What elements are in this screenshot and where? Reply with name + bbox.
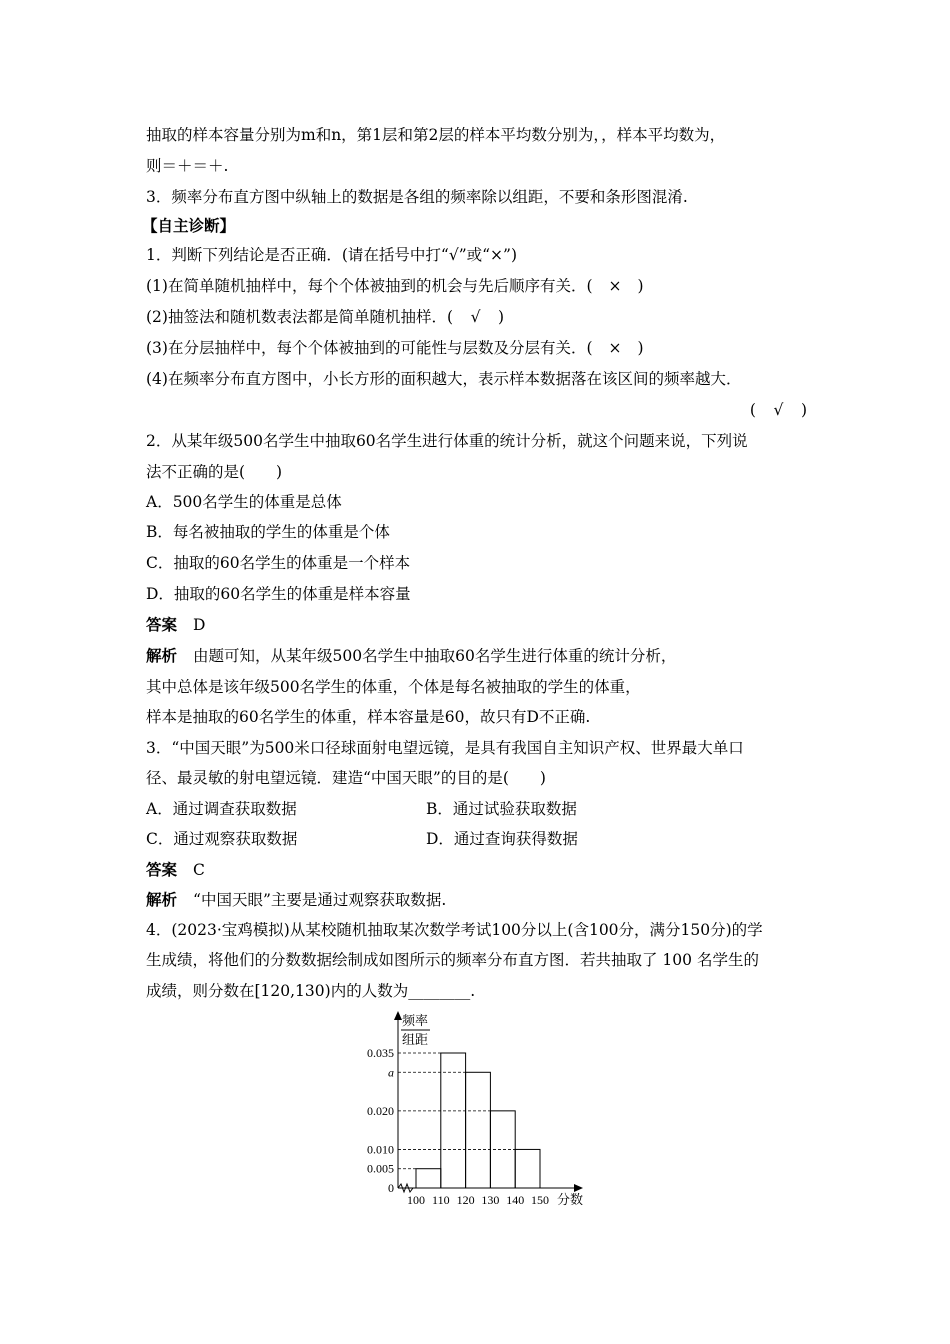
y-tick-label: 0	[388, 1181, 394, 1195]
q1-item-1-mark: ×	[608, 277, 622, 295]
frequency-histogram	[348, 1008, 598, 1208]
q1-item-2-mark: √	[470, 308, 481, 326]
q3-option-d: D．通过查询获得数据	[426, 830, 578, 848]
q2-option-a: A．500名学生的体重是总体	[146, 493, 342, 511]
x-tick-label: 140	[506, 1193, 525, 1207]
histogram-bars	[416, 1053, 540, 1188]
q4-stem-line-3: 成绩，则分数在[120,130)内的人数为________.	[146, 982, 476, 1000]
q1-item-3: (3)在分层抽样中，每个个体被抽到的可能性与层数及分层有关．( × )	[146, 339, 644, 357]
q1-item-1: (1)在简单随机抽样中，每个个体被抽到的机会与先后顺序有关．( × )	[146, 277, 644, 295]
q3-analysis-label: 解析	[146, 890, 178, 909]
q1-item-3-text: (3)在分层抽样中，每个个体被抽到的可能性与层数及分层有关．	[146, 339, 587, 357]
histogram-bar	[441, 1053, 466, 1188]
q2-analysis-line-3: 样本是抽取的60名学生的体重，样本容量是60，故只有D不正确.	[146, 708, 591, 726]
q3-stem-line-1: 3．“中国天眼”为500米口径球面射电望远镜，是具有我国自主知识产权、世界最大单口	[146, 739, 744, 757]
intro-line-2: 则＝＋＝＋.	[146, 157, 229, 175]
q1-item-3-mark: ×	[608, 339, 622, 357]
y-tick-label: 0.035	[367, 1046, 394, 1060]
q3-answer-label: 答案	[146, 860, 178, 879]
q2-option-d: D．抽取的60名学生的体重是样本容量	[146, 585, 411, 603]
intro-line-1: 抽取的样本容量分别为m和n，第1层和第2层的样本平均数分别为，，样本平均数为，	[146, 126, 726, 144]
q3-option-a: A．通过调查获取数据	[146, 800, 297, 818]
q2-stem-line-2: 法不正确的是( )	[146, 463, 283, 481]
q3-option-c: C．通过观察获取数据	[146, 830, 298, 848]
x-axis-label: 分数	[556, 1192, 584, 1207]
section-title: 【自主诊断】	[142, 216, 236, 235]
y-tick-label: a	[388, 1065, 394, 1080]
q2-option-c: C．抽取的60名学生的体重是一个样本	[146, 554, 411, 572]
y-tick-label: 0.020	[367, 1103, 394, 1118]
q2-analysis-label: 解析	[146, 646, 178, 665]
histogram-bar	[416, 1169, 441, 1188]
y-axis-arrow	[394, 1011, 402, 1020]
x-axis-arrow	[574, 1184, 583, 1192]
q2-stem-line-1: 2．从某年级500名学生中抽取60名学生进行体重的统计分析，就这个问题来说，下列说	[146, 432, 748, 450]
x-tick-label: 120	[456, 1193, 475, 1207]
x-tick-label: 130	[481, 1193, 500, 1207]
q2-answer	[146, 615, 205, 635]
q3-stem-line-2: 径、最灵敏的射电望远镜．建造“中国天眼”的目的是( )	[146, 769, 546, 787]
q3-analysis-text: “中国天眼”主要是通过观察获取数据.	[193, 891, 447, 909]
q4-stem-line-2: 生成绩，将他们的分数数据绘制成如图所示的频率分布直方图．若共抽取了 100 名学生的	[146, 951, 759, 969]
y-axis-label-denominator: 组距	[401, 1032, 429, 1047]
q4-stem-line-1: 4．(2023·宝鸡模拟)从某校随机抽取某次数学考试100分以上(含100分，满分150分)的学	[146, 921, 763, 939]
q2-answer-label: 答案	[146, 615, 178, 634]
y-tick-label: 0.005	[367, 1161, 394, 1176]
intro-line-3: 3．频率分布直方图中纵轴上的数据是各组的频率除以组距，不要和条形图混淆.	[146, 188, 688, 206]
q1-item-4-mark: √	[773, 401, 784, 419]
q1-item-4-text: (4)在频率分布直方图中，小长方形的面积越大，表示样本数据落在该区间的频率越大．	[146, 370, 742, 388]
q1-item-4-answer: ( √ )	[749, 401, 807, 419]
histogram-bar	[515, 1149, 540, 1188]
x-tick-label: 110	[432, 1193, 450, 1207]
q2-option-b: B．每名被抽取的学生的体重是个体	[146, 523, 390, 541]
q1-item-2: (2)抽签法和随机数表法都是简单随机抽样．( √ )	[146, 308, 505, 326]
q2-analysis-line-1: 由题可知，从某年级500名学生中抽取60名学生进行体重的统计分析，	[193, 647, 677, 665]
histogram-labels	[367, 1013, 583, 1207]
q1-stem: 1．判断下列结论是否正确．(请在括号中打“√”或“×”)	[146, 246, 518, 264]
q2-analysis-line-2: 其中总体是该年级500名学生的体重，个体是每名被抽取的学生的体重，	[146, 678, 641, 696]
y-tick-label: 0.010	[367, 1142, 394, 1157]
q1-item-1-text: (1)在简单随机抽样中，每个个体被抽到的机会与先后顺序有关．	[146, 277, 587, 295]
q3-analysis	[146, 890, 446, 910]
x-tick-label: 100	[407, 1193, 425, 1207]
histogram-bar	[466, 1072, 491, 1188]
q2-answer-value: D	[193, 616, 206, 634]
q3-option-b: B．通过试验获取数据	[426, 800, 577, 818]
q2-analysis	[146, 646, 676, 666]
x-tick-label: 150	[531, 1193, 549, 1207]
q3-answer-value: C	[193, 861, 205, 879]
q1-item-2-text: (2)抽签法和随机数表法都是简单随机抽样．	[146, 308, 447, 326]
q3-answer	[146, 860, 205, 880]
y-axis-label-numerator: 频率	[401, 1013, 429, 1028]
